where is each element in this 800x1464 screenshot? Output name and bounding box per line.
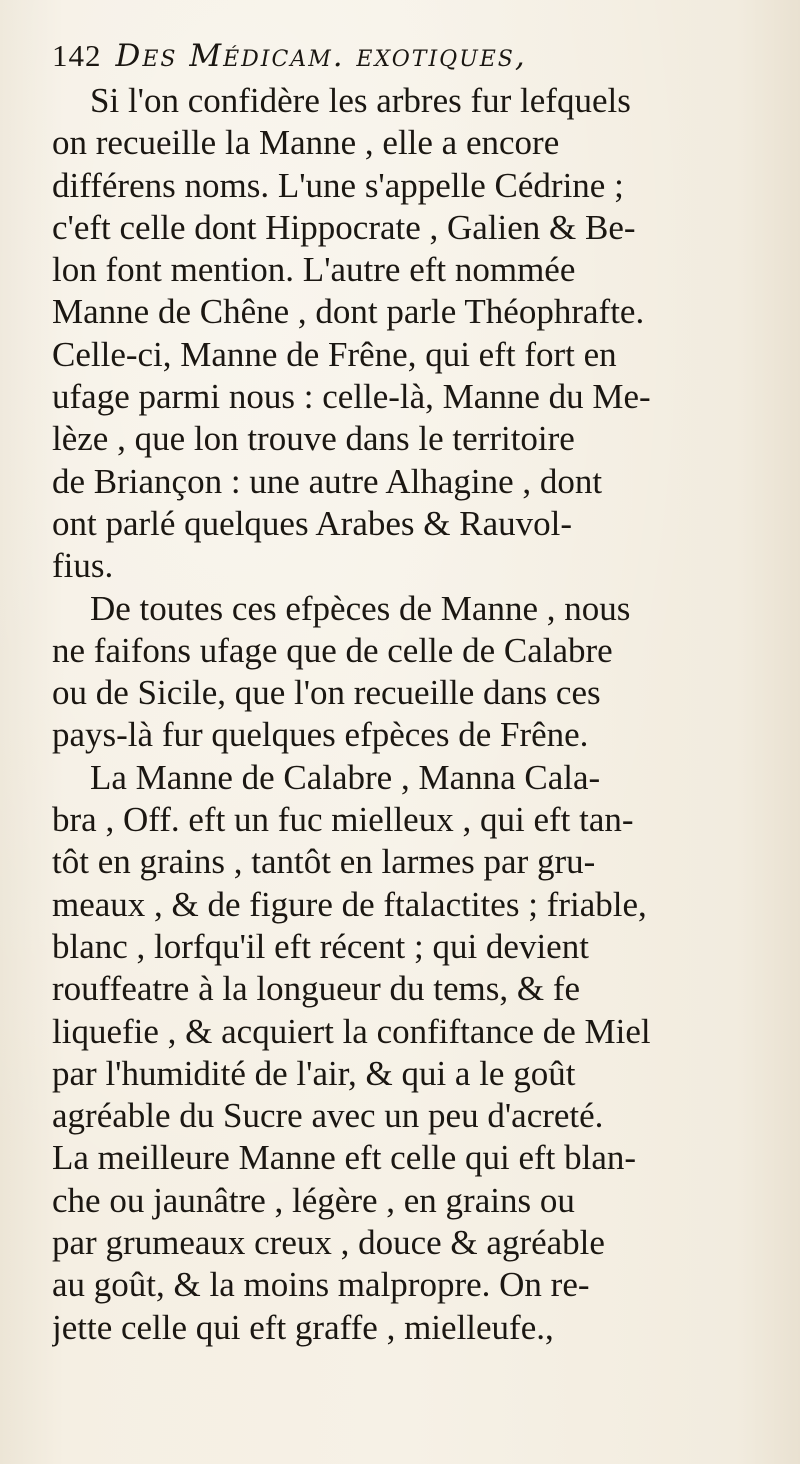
text-line: liquefie , & acquiert la confiftance de Miel: [52, 1011, 651, 1051]
running-title: Des Médicam. exotiques,: [115, 38, 527, 74]
page-number: 142: [52, 38, 102, 73]
text-line: lèze , que lon trouve dans le territoire: [52, 419, 575, 459]
text-line: jette celle qui eft graffe , mielleufe.,: [52, 1307, 554, 1347]
text-line: pays-là fur quelques efpèces de Frêne.: [52, 715, 589, 755]
text-line: fius.: [52, 546, 114, 586]
text-line: ou de Sicile, que l'on recueille dans ces: [52, 673, 601, 713]
text-line: che ou jaunâtre , légère , en grains ou: [52, 1180, 575, 1220]
text-line: ne faifons ufage que de celle de Calabre: [52, 630, 613, 670]
text-line: Celle-ci, Manne de Frêne, qui eft fort en: [52, 334, 617, 374]
text-line: Si l'on confidère les arbres fur lefquels: [90, 81, 631, 120]
text-line: agréable du Sucre avec un peu d'acreté.: [52, 1096, 604, 1136]
body-text: [52, 80, 772, 1349]
text-line: De toutes ces efpèces de Manne , nous: [90, 588, 631, 628]
text-line: on recueille la Manne , elle a encore: [52, 123, 560, 163]
text-line: blanc , lorfqu'il eft récent ; qui devient: [52, 926, 589, 966]
text-line: c'eft celle dont Hippocrate , Galien & Be-: [52, 207, 636, 247]
text-line: au goût, & la moins malpropre. On re-: [52, 1265, 590, 1305]
text-line: tôt en grains , tantôt en larmes par gru-: [52, 842, 596, 882]
text-line: par l'humidité de l'air, & qui a le goût: [52, 1053, 576, 1093]
text-line: par grumeaux creux , douce & agréable: [52, 1223, 605, 1263]
text-line: bra , Off. eft un fuc mielleux , qui eft tan-: [52, 800, 634, 840]
text-line: meaux , & de figure de ftalactites ; friable,: [52, 884, 647, 924]
running-header: [52, 36, 772, 76]
text-line: La Manne de Calabre , Manna Cala-: [90, 757, 601, 797]
text-line: ufage parmi nous : celle-là, Manne du Me-: [52, 377, 651, 417]
text-line: rouffeatre à la longueur du tems, & fe: [52, 969, 581, 1009]
text-line: Manne de Chêne , dont parle Théophrafte.: [52, 292, 645, 332]
text-line: ont parlé quelques Arabes & Rauvol-: [52, 503, 573, 543]
text-line: différens noms. L'une s'appelle Cédrine ;: [52, 165, 624, 205]
text-line: de Briançon : une autre Alhagine , dont: [52, 461, 603, 501]
text-line: lon font mention. L'autre eft nommée: [52, 250, 576, 290]
text-line: La meilleure Manne eft celle qui eft blan-: [52, 1138, 637, 1178]
